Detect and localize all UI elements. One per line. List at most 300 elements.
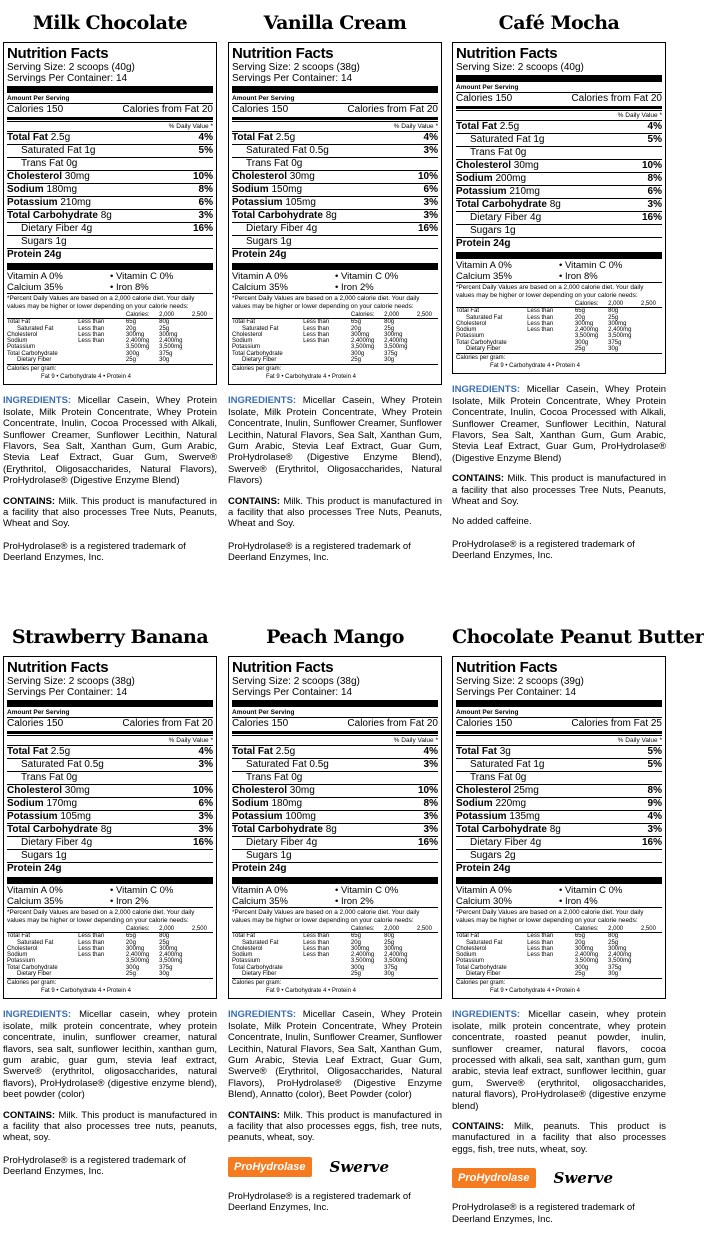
calcium: Calcium 35% [232, 282, 288, 293]
nutrient-cell [21, 759, 104, 771]
table-cell: Less than [78, 338, 105, 345]
table-cell: 25g [350, 971, 361, 978]
table-cell: Potassium [7, 344, 36, 351]
nutrient-row [232, 222, 438, 235]
nutrient-label: Sugars [246, 850, 278, 861]
ingredients-text: Micellar Casein, Whey Protein Isolate, Milk Protein Concentrate, Whey Protein Concentrate, Inulin, Cocoa Processed with Alkali, Sunflower Creamer, Sunflower Lecithin, Natural Flavors, Sea Salt, Xanthan Gum, Gum Arabic, Stevia Leaf Extract, Guar Gum, ProHydrolase® (Digestive Enzyme Blend) [452, 384, 667, 464]
nutrient-cell [21, 223, 92, 235]
nutrient-amount: 3g [499, 746, 511, 757]
table-cell: Sodium [456, 952, 477, 959]
nutrient-amount: 180mg [271, 798, 303, 809]
amount-per-serving: Amount Per Serving [232, 95, 295, 102]
table-header-cell [456, 301, 575, 308]
nutrient-daily-value: 10% [417, 785, 438, 796]
product-title: Vanilla Cream [263, 12, 407, 34]
nutrient-cell [470, 772, 526, 784]
nutrition-facts-panel [3, 656, 217, 999]
ingredients-label: INGREDIENTS: [452, 384, 521, 396]
table-cell: 300mg [574, 945, 594, 952]
nutrient-cell [456, 746, 511, 758]
nutrient-cell [246, 759, 329, 771]
ingredients-label: INGREDIENTS: [3, 1009, 72, 1021]
nutrient-label: Sugars [470, 225, 502, 236]
nutrient-label: Cholesterol [456, 160, 512, 171]
table-cell: Total Fat [456, 933, 480, 940]
vitamin-c: • Vitamin C 0% [559, 260, 623, 271]
nutrient-amount: 0g [515, 772, 527, 783]
nutrient-daily-value: 3% [198, 824, 213, 835]
nutrient-row [7, 797, 213, 810]
prohydrolase-logo: ProHydrolase [452, 1168, 536, 1188]
vitamin-a: Vitamin A 0% [7, 271, 63, 282]
nutrient-row [232, 183, 438, 196]
nutrient-cell [21, 837, 92, 849]
daily-values-footnote: *Percent Daily Values are based on a 2,000 calorie diet. Your daily values may be higher or lower depending on your calorie needs: [456, 282, 662, 300]
nutrient-amount: 30mg [64, 171, 90, 182]
table-cell: Sodium [456, 327, 477, 334]
nutrient-amount: 8g [100, 210, 112, 221]
table-cell: Sodium [7, 338, 28, 345]
table-cell: 25g [159, 939, 170, 946]
nutrition-facts-panel [228, 42, 442, 385]
thick-divider [232, 877, 438, 884]
table-cell: Total Carbohydrate [232, 964, 283, 971]
nutrient-amount: 25mg [513, 785, 539, 796]
nutrition-facts-panel [452, 42, 666, 374]
table-cell: Dietary Fiber [17, 357, 52, 364]
nutrient-cell [232, 798, 302, 810]
nutrient-cell [21, 772, 77, 784]
nutrient-row [232, 784, 438, 797]
table-cell: 300mg [159, 331, 178, 338]
calories-from-fat: Calories from Fat 25 [571, 718, 662, 729]
table-cell [303, 357, 351, 363]
calories-row [7, 103, 213, 116]
product-title: Café Mocha [498, 12, 620, 34]
calcium: Calcium 30% [456, 896, 512, 907]
table-cell: 65g [574, 308, 585, 315]
nutrient-row [456, 745, 662, 758]
nutrient-row [456, 797, 662, 810]
nutrient-row [7, 745, 213, 758]
table-cell: 300mg [125, 331, 145, 338]
table-cell: Potassium [7, 958, 36, 965]
nutrient-daily-value: 4% [198, 132, 213, 143]
nutrition-facts-heading: Nutrition Facts [7, 45, 109, 62]
vitamin-c: • Vitamin C 0% [110, 271, 174, 282]
medium-divider [456, 731, 662, 734]
product-panel [228, 618, 442, 1214]
nutrient-amount: 4g [530, 837, 542, 848]
table-header-cell: 2,500 [192, 312, 213, 319]
iron: • Iron 2% [335, 282, 374, 293]
nutrient-label: Cholesterol [232, 785, 288, 796]
nutrient-amount: 4g [306, 837, 318, 848]
table-header-cell [232, 926, 351, 933]
vitamin-a: Vitamin A 0% [232, 271, 288, 282]
nutrient-cell [246, 223, 317, 235]
table-cell: Less than [527, 952, 554, 959]
nutrient-label: Total Fat [232, 132, 273, 143]
contains-label: CONTAINS: [452, 1121, 505, 1133]
table-header-cell: 2,000 [159, 926, 192, 933]
trademark-note: ProHydrolase® is a registered trademark of Deerland Enzymes, Inc. [452, 538, 635, 562]
table-cell: Saturated Fat [242, 939, 279, 946]
table-cell: 30g [384, 357, 395, 364]
serving-size: Serving Size: 2 scoops (38g) [232, 62, 360, 73]
nutrient-daily-value: 5% [198, 145, 213, 156]
nutrient-cell [470, 225, 516, 237]
table-row [232, 971, 438, 977]
calories-per-gram-label: Calories per gram: [232, 364, 438, 373]
trademark-note: ProHydrolase® is a registered trademark of Deerland Enzymes, Inc. [3, 540, 186, 564]
nutrient-cell [232, 824, 337, 836]
contains-text: Milk. This product is manufactured in a facility that also processes Tree Nuts, Peanuts, Wheat and Soy. [452, 473, 667, 508]
table-row [7, 971, 213, 977]
daily-values-table [456, 301, 662, 352]
thick-divider [232, 263, 438, 270]
table-cell: 2,400mg [159, 338, 183, 345]
thick-divider [456, 877, 662, 884]
nutrient-label: Saturated Fat [470, 759, 531, 770]
ingredients-label: INGREDIENTS: [228, 1009, 297, 1021]
table-cell: Sodium [232, 338, 253, 345]
calories-per-gram-label: Calories per gram: [7, 364, 213, 373]
medium-divider [7, 731, 213, 734]
medium-divider [232, 731, 438, 734]
nutrient-daily-value: 3% [198, 759, 213, 770]
daily-values-table [232, 926, 438, 977]
nutrient-cell [21, 158, 77, 170]
table-header-row [456, 926, 662, 933]
protein-row [232, 248, 438, 261]
nutrient-amount: 210mg [60, 197, 91, 208]
table-cell: 80g [159, 319, 170, 326]
ingredients-text: Micellar casein, whey protein isolate, milk protein concentrate, whey protein concentrate, inulin, sunflower creamer, natural flavors, sea salt, sunflower lecithin, xanthan gum, gum arabic, guar gum, stevia leaf extract, Swerve® (erythritol, oligosaccharides, natural flavors), ProHydrolase® (digestive enzyme blend), beet powder (color) [3, 1009, 217, 1101]
nutrient-daily-value: 3% [423, 759, 438, 770]
nutrient-row [7, 823, 213, 836]
nutrient-amount: 0.5g [84, 759, 104, 770]
table-cell: 300g [350, 350, 365, 357]
nutrient-row [456, 758, 662, 771]
thick-divider [7, 263, 213, 270]
nutrition-facts-heading: Nutrition Facts [232, 659, 334, 676]
nutrient-label: Sodium [7, 798, 44, 809]
table-cell: Potassium [456, 958, 485, 965]
table-cell: Less than [303, 939, 330, 946]
nutrient-label: Saturated Fat [470, 134, 531, 145]
table-cell: 20g [125, 325, 136, 332]
table-cell: 3,500mg [350, 344, 375, 351]
table-cell: Less than [527, 327, 554, 334]
contains-label: CONTAINS: [3, 1109, 56, 1121]
nutrient-row [7, 235, 213, 248]
nutrient-daily-value: 6% [423, 184, 438, 195]
table-cell: 30g [159, 971, 170, 978]
nutrient-amount: 8g [325, 210, 337, 221]
nutrient-cell [470, 759, 545, 771]
nutrient-amount: 2.5g [275, 746, 296, 757]
nutrient-label: Total Fat [232, 746, 273, 757]
nutrient-daily-value: 6% [647, 186, 662, 197]
daily-value-header: % Daily Value * [7, 121, 213, 131]
calories-value: Calories 150 [232, 718, 289, 729]
nutrient-label: Cholesterol [232, 171, 288, 182]
nutrient-daily-value: 3% [423, 210, 438, 221]
table-cell: Less than [303, 952, 330, 959]
thick-divider [7, 700, 213, 707]
nutrient-daily-value: 4% [423, 132, 438, 143]
nutrient-amount: 0.5g [309, 759, 329, 770]
table-cell: 300g [350, 964, 365, 971]
nutrient-cell [7, 210, 112, 222]
nutrient-row [7, 209, 213, 222]
calories-row [232, 717, 438, 730]
table-cell: 300g [574, 964, 589, 971]
protein-value: Protein 24g [232, 249, 287, 260]
nutrient-amount: 1g [55, 850, 67, 861]
table-header-row [232, 926, 438, 933]
iron: • Iron 8% [110, 282, 149, 293]
table-cell: 25g [384, 325, 395, 332]
nutrient-label: Sodium [232, 798, 269, 809]
amount-per-serving: Amount Per Serving [456, 84, 519, 91]
table-cell: 25g [350, 357, 361, 364]
nutrient-amount: 210mg [509, 186, 540, 197]
nutrient-label: Total Fat [456, 746, 497, 757]
nutrient-label: Saturated Fat [246, 145, 307, 156]
table-cell: 80g [608, 933, 619, 940]
protein-value: Protein 24g [456, 238, 511, 249]
table-cell: 30g [159, 357, 170, 364]
serving-size: Serving Size: 2 scoops (39g) [456, 676, 584, 687]
table-cell: Total Fat [232, 319, 256, 326]
ingredients-text: Micellar Casein, Whey Protein Isolate, Milk Protein Concentrate, Whey Protein Concentrate, Inulin, Sunflower Creamer, Sunflower Lecithin, Natural Flavors, Sea Salt, Xanthan Gum, Gum Arabic, Stevia Leaf Extract, Guar Gum, ProHydrolase® (Digestive Enzyme Blend), Swerve® (Erythritol, Oligosaccharides, Natural Flavors) [228, 395, 443, 487]
nutrient-row [232, 771, 438, 784]
nutrient-cell [456, 798, 526, 810]
nutrient-cell [7, 824, 112, 836]
nutrient-cell [21, 236, 67, 248]
trademark-note: ProHydrolase® is a registered trademark of Deerland Enzymes, Inc. [452, 1202, 635, 1225]
nutrient-row [456, 172, 662, 185]
nutrition-facts-panel [228, 656, 442, 999]
table-header-row [7, 926, 213, 933]
product-title: Strawberry Banana [11, 626, 209, 648]
table-cell [527, 346, 575, 352]
table-cell: 2,400mg [350, 952, 375, 959]
table-cell [78, 357, 126, 363]
vitamin-c: • Vitamin C 0% [335, 885, 399, 896]
nutrient-cell [232, 785, 315, 797]
table-cell: 375g [159, 964, 173, 971]
nutrient-daily-value: 4% [647, 121, 662, 132]
table-cell: Sodium [7, 952, 28, 959]
nutrient-row [456, 224, 662, 237]
table-cell: 25g [125, 971, 136, 978]
nutrient-row [7, 157, 213, 170]
nutrient-amount: 30mg [289, 171, 315, 182]
nutrient-label: Sodium [456, 798, 493, 809]
table-cell: Total Fat [232, 933, 256, 940]
table-header-cell: 2,000 [608, 301, 641, 308]
table-cell: Total Carbohydrate [456, 964, 507, 971]
daily-values-table [456, 926, 662, 977]
table-cell: 65g [574, 933, 585, 940]
table-cell: 375g [608, 964, 622, 971]
daily-value-header: % Daily Value * [456, 110, 662, 120]
nutrient-daily-value: 16% [641, 837, 662, 848]
contains-label: CONTAINS: [3, 495, 56, 507]
nutrient-row [232, 797, 438, 810]
nutrient-row [456, 198, 662, 211]
protein-row [456, 862, 662, 875]
calories-row [232, 103, 438, 116]
nutrient-cell [232, 171, 315, 183]
nutrient-amount: 8g [549, 824, 561, 835]
nutrient-cell [456, 811, 540, 823]
calcium: Calcium 35% [7, 282, 63, 293]
table-cell [78, 971, 126, 977]
prohydrolase-logo: ProHydrolase [228, 1157, 312, 1177]
nutrient-row [232, 758, 438, 771]
table-cell: 2,400mg [608, 952, 632, 959]
amount-per-serving: Amount Per Serving [7, 95, 70, 102]
nutrient-amount: 4g [530, 212, 542, 223]
nutrient-amount: 2.5g [275, 132, 296, 143]
table-cell: Saturated Fat [17, 325, 54, 332]
nutrient-row [232, 836, 438, 849]
extra-note: No added caffeine. [452, 516, 532, 528]
nutrient-amount: 2.5g [499, 121, 520, 132]
nutrient-cell [7, 798, 77, 810]
table-cell: 20g [574, 314, 585, 321]
nutrient-amount: 0g [515, 147, 527, 158]
nutrition-facts-panel [452, 656, 666, 999]
medium-divider [456, 106, 662, 109]
contains-text: Milk, peanuts. This product is manufactured in a facility that also processes eggs, fish, tree nuts, wheat, soy. [452, 1121, 667, 1155]
nutrient-cell [7, 171, 90, 183]
nutrient-amount: 0g [66, 158, 78, 169]
table-header-cell [232, 312, 351, 319]
nutrient-daily-value: 5% [647, 746, 662, 757]
table-row [232, 933, 438, 940]
calories-value: Calories 150 [456, 93, 513, 104]
nutrient-cell [456, 121, 519, 133]
nutrient-amount: 1g [280, 236, 292, 247]
nutrient-amount: 150mg [271, 184, 303, 195]
table-header-cell: 2,000 [159, 312, 192, 319]
nutrient-daily-value: 3% [423, 811, 438, 822]
nutrient-amount: 100mg [285, 811, 316, 822]
table-header-cell: 2,500 [192, 926, 213, 933]
table-cell [527, 971, 575, 977]
table-cell: 2,400mg [574, 327, 599, 334]
table-cell: 300mg [350, 945, 370, 952]
daily-value-header: % Daily Value * [7, 735, 213, 745]
table-cell: Cholesterol [456, 320, 487, 327]
table-header-cell: 2,500 [641, 301, 662, 308]
table-cell: 300mg [384, 945, 403, 952]
table-cell: Less than [78, 331, 105, 338]
servings-per-container: Servings Per Container: 14 [456, 687, 577, 698]
thick-divider [456, 75, 662, 82]
nutrient-cell [21, 850, 67, 862]
table-cell: 3,500mg [159, 344, 183, 351]
nutrient-cell [246, 145, 329, 157]
table-cell: 300mg [608, 320, 627, 327]
nutrient-cell [470, 837, 541, 849]
nutrient-row [7, 131, 213, 144]
daily-value-header: % Daily Value * [456, 735, 662, 745]
trademark-note: ProHydrolase® is a registered trademark of Deerland Enzymes, Inc. [228, 1190, 411, 1214]
nutrient-amount: 2.5g [50, 132, 71, 143]
nutrient-amount: 0g [66, 772, 78, 783]
nutrition-facts-panel [3, 42, 217, 385]
daily-values-table [232, 312, 438, 363]
nutrient-amount: 1g [55, 236, 67, 247]
contains-paragraph [228, 1110, 442, 1144]
table-cell [303, 971, 351, 977]
calories-per-gram-values: Fat 9 • Carbohydrate 4 • Protein 4 [266, 374, 356, 381]
nutrient-row [7, 196, 213, 209]
nutrient-daily-value: 4% [423, 746, 438, 757]
daily-values-footnote: *Percent Daily Values are based on a 2,000 calorie diet. Your daily values may be higher or lower depending on your calorie needs: [456, 907, 662, 925]
table-cell: 65g [350, 933, 361, 940]
vitamins-grid [456, 885, 662, 907]
calcium: Calcium 35% [456, 271, 512, 282]
table-cell: 65g [125, 933, 136, 940]
nutrient-row [7, 144, 213, 157]
table-cell: 2,400mg [350, 338, 375, 345]
calories-value: Calories 150 [232, 104, 289, 115]
table-cell: Total Carbohydrate [456, 339, 507, 346]
table-cell: Potassium [456, 333, 485, 340]
nutrient-cell [246, 236, 292, 248]
nutrient-label: Dietary Fiber [470, 212, 528, 223]
calories-per-gram-label: Calories per gram: [232, 978, 438, 987]
nutrient-daily-value: 16% [192, 837, 213, 848]
table-row [7, 319, 213, 326]
swerve-logo: Swerve [553, 1169, 613, 1188]
nutrient-label: Sugars [470, 850, 502, 861]
nutrient-label: Potassium [7, 197, 58, 208]
table-cell: 25g [574, 971, 585, 978]
nutrient-daily-value: 3% [198, 210, 213, 221]
nutrient-label: Dietary Fiber [246, 837, 304, 848]
nutrient-amount: 180mg [46, 184, 78, 195]
table-cell: Dietary Fiber [242, 357, 277, 364]
table-cell: Cholesterol [232, 331, 263, 338]
ingredients-label: INGREDIENTS: [228, 395, 297, 407]
contains-paragraph [228, 496, 442, 530]
table-cell: Saturated Fat [17, 939, 54, 946]
nutrient-daily-value: 3% [647, 824, 662, 835]
nutrient-row [456, 784, 662, 797]
calories-per-gram-values: Fat 9 • Carbohydrate 4 • Protein 4 [490, 363, 580, 370]
table-cell: Less than [78, 945, 105, 952]
medium-divider [7, 117, 213, 120]
table-cell: Less than [527, 933, 554, 940]
table-row [7, 933, 213, 940]
nutrient-label: Total Carbohydrate [232, 824, 323, 835]
table-cell: 80g [384, 933, 395, 940]
nutrient-row [7, 183, 213, 196]
table-cell: 3,500mg [384, 344, 408, 351]
ingredients-label: INGREDIENTS: [3, 395, 72, 407]
nutrient-row [456, 133, 662, 146]
nutrition-facts-heading: Nutrition Facts [456, 659, 558, 676]
nutrient-row [232, 810, 438, 823]
